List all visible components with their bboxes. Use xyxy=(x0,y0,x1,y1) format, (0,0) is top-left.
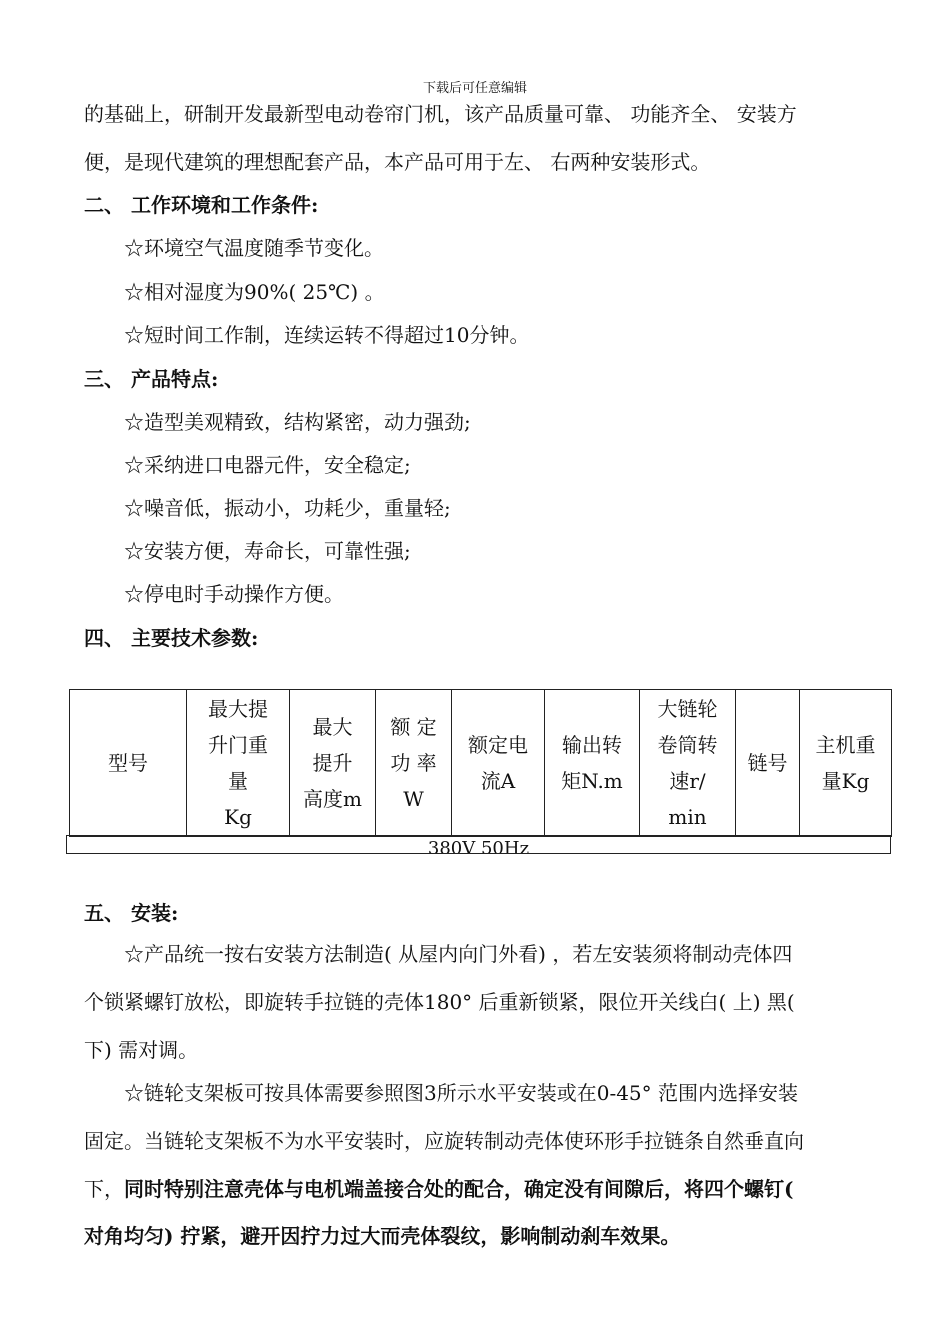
section-3-item: ☆停电时手动操作方便。 xyxy=(124,582,344,606)
spec-table xyxy=(69,689,892,837)
section-5-paragraph-2-line: ☆链轮支架板可按具体需要参照图3所示水平安装或在0-45° 范围内选择安装 xyxy=(124,1081,799,1105)
header-cell-model xyxy=(70,690,187,837)
section-2-heading: 二、 工作环境和工作条件: xyxy=(84,193,319,217)
header-cell-line: 最大 xyxy=(312,715,353,739)
section-4-heading: 四、 主要技术参数: xyxy=(84,626,259,650)
spec-table-header-row xyxy=(70,690,892,837)
header-cell-line: 链号 xyxy=(747,751,788,775)
header-cell-line: 高度m xyxy=(303,787,362,811)
header-cell-line: 最大提 xyxy=(208,697,268,721)
header-cell-line: 大链轮 xyxy=(657,697,718,721)
normal-text: 下， xyxy=(84,1177,124,1201)
header-cell-line: 矩N.m xyxy=(561,769,623,793)
header-cell-max-lift-weight xyxy=(187,690,290,837)
header-cell-line: 量Kg xyxy=(821,769,870,793)
header-cell-max-lift-height xyxy=(290,690,376,837)
section-2-item: ☆短时间工作制，连续运转不得超过10分钟。 xyxy=(124,323,530,347)
intro-line-2: 便，是现代建筑的理想配套产品，本产品可用于左、 右两种安装形式。 xyxy=(84,150,711,174)
header-cell-line: 提升 xyxy=(312,751,353,775)
section-5-heading: 五、 安装: xyxy=(84,901,179,925)
section-3-item: ☆采纳进口电器元件，安全稳定; xyxy=(124,453,411,477)
section-5-paragraph-2-line: 对角均匀) 拧紧，避开因拧力过大而壳体裂纹，影响制动刹车效果。 xyxy=(84,1224,681,1248)
section-3-heading: 三、 产品特点: xyxy=(84,367,219,391)
header-cell-line: Kg xyxy=(224,805,252,829)
header-cell-line: min xyxy=(668,805,707,829)
header-cell-line: 额 定 xyxy=(390,715,437,739)
header-cell-line: 额定电 xyxy=(468,733,528,757)
header-cell-unit-weight xyxy=(800,690,892,837)
spec-table-wrapper xyxy=(69,689,891,837)
section-5-paragraph-2-line: 固定。当链轮支架板不为水平安装时，应旋转制动壳体使环形手拉链条自然垂直向 xyxy=(84,1129,804,1153)
section-5-paragraph-1-line: 个锁紧螺钉放松，即旋转手拉链的壳体180° 后重新锁紧，限位开关线白( 上) 黑( xyxy=(84,990,795,1014)
page-header: 下载后可任意编辑 xyxy=(422,81,527,96)
emphasized-text: 同时特别注意壳体与电机端盖接合处的配合，确定没有间隙后，将四个螺钉( xyxy=(124,1177,794,1201)
header-cell-sprocket-speed xyxy=(640,690,736,837)
header-cell-line: 量 xyxy=(228,769,248,793)
section-3-item: ☆安装方便，寿命长，可靠性强; xyxy=(124,539,411,563)
section-3-item: ☆噪音低，振动小，功耗少，重量轻; xyxy=(124,496,451,520)
section-5-paragraph-1-line: ☆产品统一按右安装方法制造( 从屋内向门外看) ，若左安装须将制动壳体四 xyxy=(124,942,793,966)
section-2-item: ☆相对湿度为90%( 25℃) 。 xyxy=(124,280,385,304)
power-supply-row: 380V 50Hz xyxy=(66,835,891,854)
section-2-item: ☆环境空气温度随季节变化。 xyxy=(124,236,384,260)
section-5-paragraph-1-line: 下) 需对调。 xyxy=(84,1038,199,1062)
header-cell-rated-power xyxy=(376,690,452,837)
header-cell-output-torque xyxy=(545,690,640,837)
header-cell-line: 速r/ xyxy=(669,769,706,793)
header-cell-line: 流A xyxy=(480,769,516,793)
section-3-item: ☆造型美观精致，结构紧密，动力强劲; xyxy=(124,410,471,434)
intro-line-1: 的基础上，研制开发最新型电动卷帘门机，该产品质量可靠、 功能齐全、 安装方 xyxy=(84,102,797,126)
header-cell-line: 输出转 xyxy=(562,733,622,757)
header-cell-chain-number xyxy=(736,690,800,837)
header-cell-line: 卷筒转 xyxy=(657,733,718,757)
header-cell-line: 功 率 xyxy=(390,751,437,775)
header-cell-line: 型号 xyxy=(108,751,148,775)
section-5-paragraph-2-line xyxy=(84,1175,899,1203)
header-cell-line: 主机重 xyxy=(815,733,876,757)
header-cell-rated-current xyxy=(452,690,545,837)
header-cell-line: 升门重 xyxy=(208,733,268,757)
header-cell-line: W xyxy=(403,787,424,811)
